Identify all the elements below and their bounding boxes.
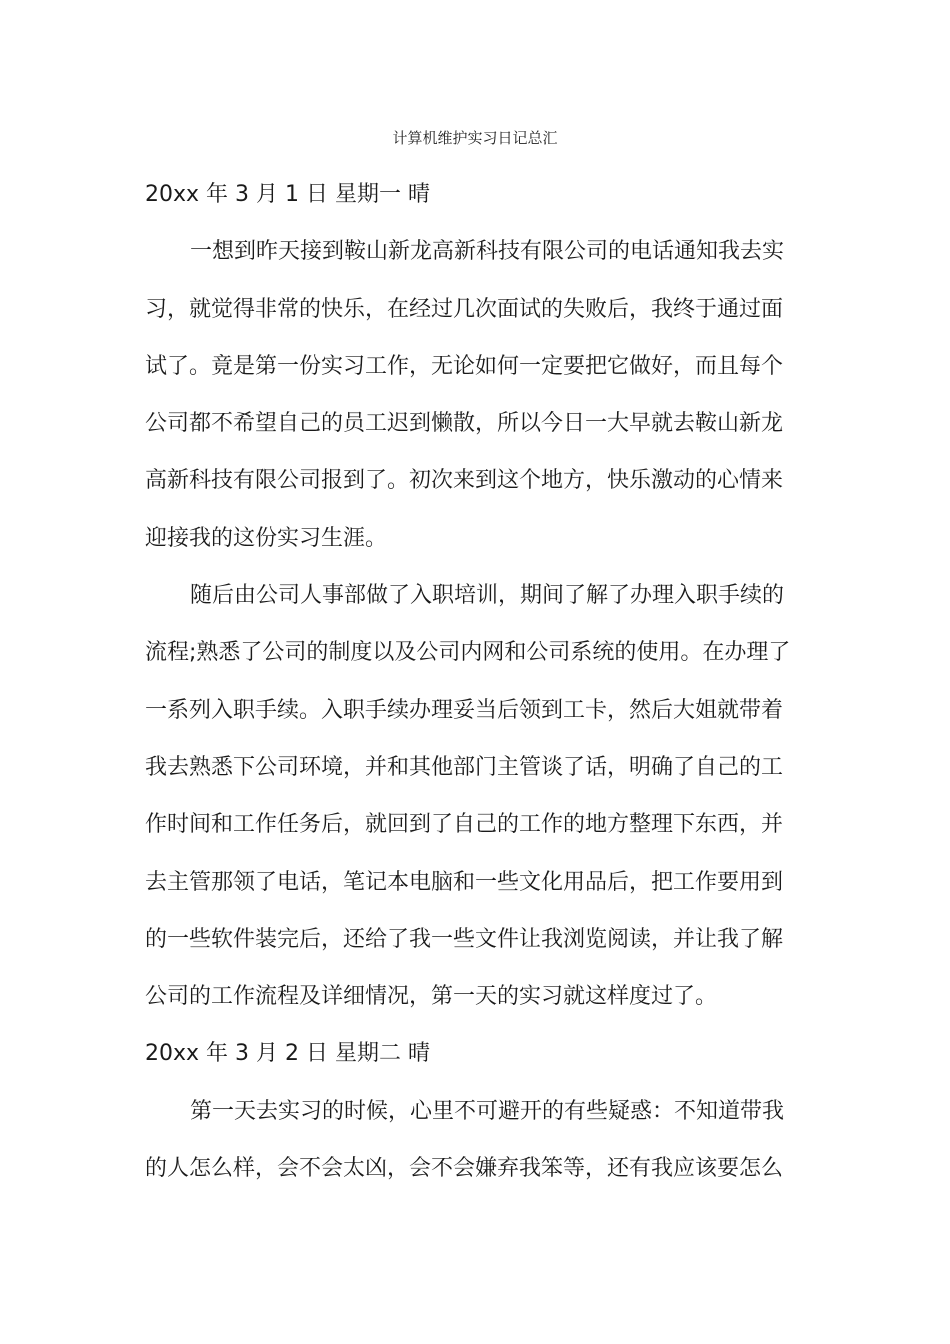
paragraph-line: 迎接我的这份实习生涯。 [145, 525, 388, 551]
paragraph-line: 流程;熟悉了公司的制度以及公司内网和公司系统的使用。在办理了 [145, 640, 791, 666]
document-body [145, 166, 807, 1197]
paragraph-line: 第一天去实习的时候，心里不可避开的有些疑惑：不知道带我 [190, 1098, 785, 1124]
paragraph [145, 1083, 807, 1198]
paragraph-line: 试了。竟是第一份实习工作，无论如何一定要把它做好，而且每个 [145, 353, 784, 379]
paragraph [145, 223, 807, 567]
paragraph-line: 高新科技有限公司报到了。初次来到这个地方，快乐激动的心情来 [145, 468, 784, 494]
paragraph-line: 一系列入职手续。入职手续办理妥当后领到工卡，然后大姐就带着 [145, 697, 784, 723]
paragraph-line: 公司的工作流程及详细情况，第一天的实习就这样度过了。 [145, 984, 718, 1010]
paragraph-line: 公司都不希望自己的员工迟到懒散，所以今日一大早就去鞍山新龙 [145, 411, 784, 437]
paragraph-line: 一想到昨天接到鞍山新龙高新科技有限公司的电话通知我去实 [190, 239, 785, 265]
paragraph-line: 的人怎么样，会不会太凶，会不会嫌弃我笨等，还有我应该要怎么 [145, 1156, 784, 1182]
paragraph-line: 去主管那领了电话，笔记本电脑和一些文化用品后，把工作要用到 [145, 869, 784, 895]
paragraph-line: 作时间和工作任务后，就回到了自己的工作的地方整理下东西，并 [145, 812, 784, 838]
paragraph-line: 我去熟悉下公司环境，并和其他部门主管谈了话，明确了自己的工 [145, 754, 784, 780]
paragraph-line: 习，就觉得非常的快乐，在经过几次面试的失败后，我终于通过面 [145, 296, 784, 322]
document-title: 计算机维护实习日记总汇 [392, 129, 558, 147]
entry-date-line: 20xx 年 3 月 2 日 星期二 晴 [145, 1041, 430, 1067]
paragraph-line: 的一些软件装完后，还给了我一些文件让我浏览阅读，并让我了解 [145, 926, 784, 952]
paragraph-line: 随后由公司人事部做了入职培训，期间了解了办理入职手续的 [190, 583, 785, 609]
paragraph [145, 567, 807, 1025]
entry-date-line: 20xx 年 3 月 1 日 星期一 晴 [145, 182, 430, 207]
